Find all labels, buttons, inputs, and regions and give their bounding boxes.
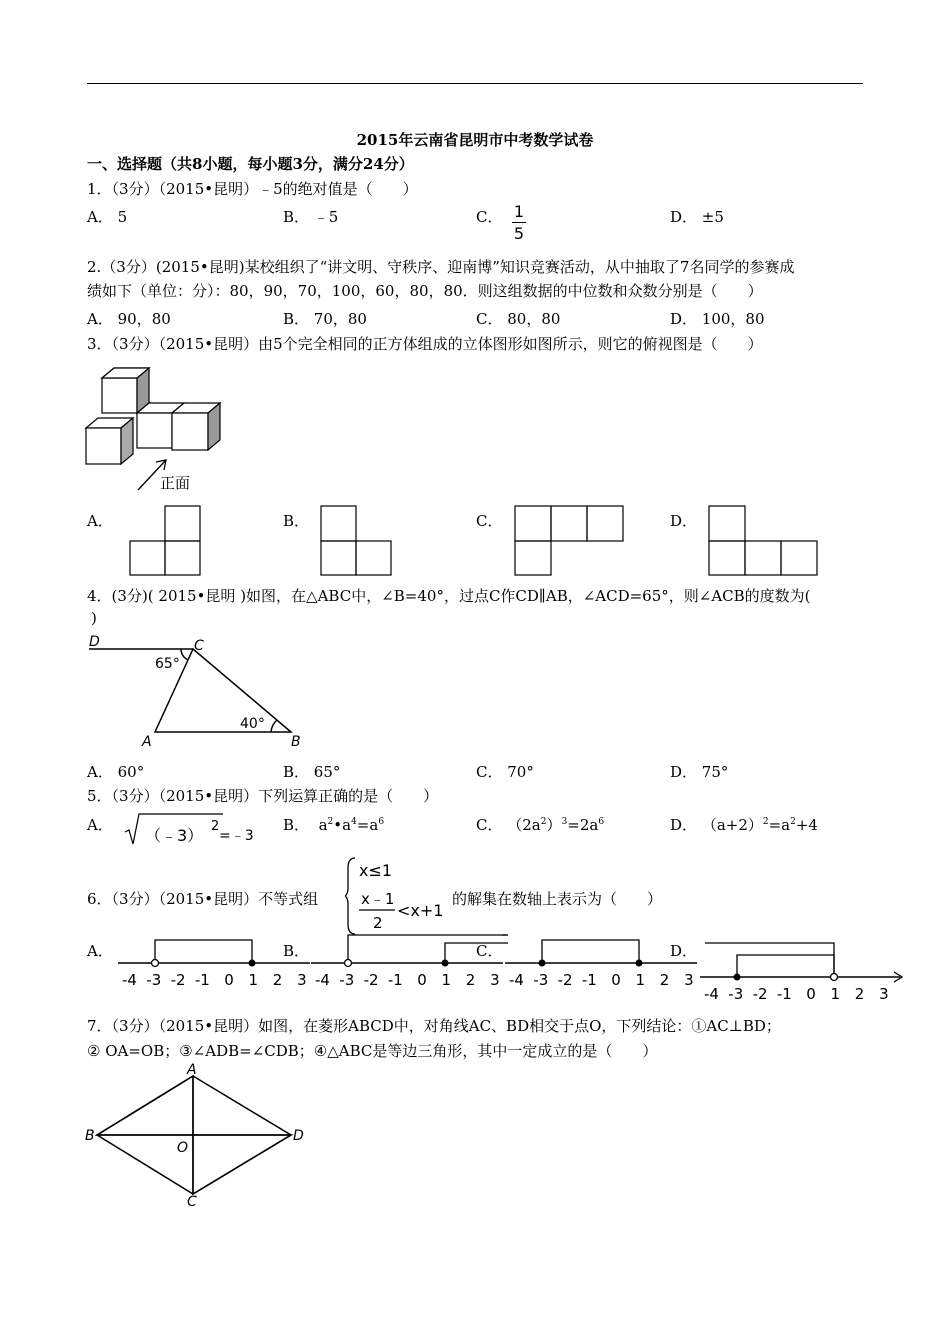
tick-label: -1 <box>581 971 597 989</box>
q1-option-d: D． ±5 <box>670 208 724 226</box>
q6-option-c-numberline <box>502 930 702 990</box>
svg-text:=﹣3: =﹣3 <box>219 828 254 844</box>
q1-option-c: C． <box>476 208 503 226</box>
tick-label: -4 <box>122 971 137 989</box>
q3-option-c-figure <box>513 504 625 576</box>
closed-point <box>539 960 546 967</box>
tick-label: 3 <box>297 971 307 989</box>
system-numerator: x﹣1 <box>361 890 395 908</box>
fraction-denominator: 5 <box>513 224 525 243</box>
open-point <box>831 974 838 981</box>
q6-inequality-system <box>345 856 455 936</box>
q2-line1: 2.（3分）(2015•昆明)某校组织了“讲文明、守秩序、迎南博”知识竞赛活动，从中抽取了7名同学的参赛成 <box>87 258 795 276</box>
q2-line2: 绩如下（单位：分）：80，90，70，100，60，80，80．则这组数据的中位数和众数分别是（ ） <box>87 282 763 300</box>
tick-label: 0 <box>417 971 427 989</box>
q6-option-a-numberline <box>115 930 315 990</box>
q5-option-b: B． $a^2•a^4=a^6$ <box>283 816 385 834</box>
page-title: 2015年云南省昆明市中考数学试卷 <box>356 131 594 149</box>
tick-label: 3 <box>879 985 889 1000</box>
q3-option-a-figure <box>128 504 203 576</box>
system-denominator: 2 <box>373 914 383 932</box>
svg-text:（﹣3）: （﹣3） <box>145 826 204 845</box>
q6-stem-post: 的解集在数轴上表示为（ ） <box>452 890 663 908</box>
tick-label: -3 <box>533 971 549 989</box>
tick-label: -3 <box>339 971 355 989</box>
tick-label: 3 <box>684 971 694 989</box>
tick-label: 0 <box>224 971 234 989</box>
closed-point <box>734 974 741 981</box>
q4-option-c: C． 70° <box>476 763 534 781</box>
tick-label: 1 <box>635 971 646 989</box>
q6-option-c: C． <box>476 942 503 960</box>
q1-option-a: A． 5 <box>87 208 128 226</box>
q6-option-a: A． <box>87 942 113 960</box>
tick-label: 2 <box>272 971 283 989</box>
q5-option-d: D． $(a+2)^2=a^2+4$ <box>670 816 818 834</box>
tick-label: -2 <box>170 971 186 989</box>
q3-option-a: A． <box>87 512 113 530</box>
open-point <box>345 960 352 967</box>
tick-label: -1 <box>194 971 210 989</box>
q2-option-b: B． 70，80 <box>283 310 367 328</box>
q4-option-a: A． 60° <box>87 763 145 781</box>
q4-option-b: B． 65° <box>283 763 341 781</box>
q1-stem: 1．（3分）（2015•昆明）﹣5的绝对值是（ ） <box>87 180 418 198</box>
tick-label: 3 <box>490 971 500 989</box>
q2-option-a: A． 90，80 <box>87 310 171 328</box>
closed-point <box>442 960 449 967</box>
tick-label: 0 <box>611 971 621 989</box>
q6-option-d-numberline <box>697 935 912 1000</box>
tick-label: -3 <box>728 985 744 1000</box>
q3-option-b-figure <box>319 504 394 576</box>
q1-option-b: B． ﹣5 <box>283 208 339 226</box>
q3-option-b: B． <box>283 512 310 530</box>
q4-line1: 4．(3分)( 2015•昆明 )如图，在△ABC中，∠B=40°，过点C作CD∥AB，∠ACD=65°，则∠ACB的度数为( <box>87 587 811 605</box>
q6-option-b: B． <box>283 942 310 960</box>
q7-line1: 7．（3分）（2015•昆明）如图，在菱形ABCD中，对角线AC、BD相交于点O，下列结论：①AC⊥BD； <box>87 1017 781 1035</box>
q3-option-d: D． <box>670 512 698 530</box>
front-label: 正面 <box>160 474 191 492</box>
label-b: B <box>291 734 301 750</box>
closed-point <box>249 960 256 967</box>
label-c: C <box>187 1194 197 1208</box>
q6-option-b-numberline <box>308 930 508 990</box>
tick-label: -1 <box>776 985 792 1000</box>
label-a: A <box>187 1062 197 1078</box>
open-point <box>152 960 159 967</box>
closed-point <box>636 960 643 967</box>
tick-label: -4 <box>315 971 330 989</box>
q5-option-a: A． <box>87 816 113 834</box>
q4-triangle-figure <box>85 632 310 750</box>
header-rule <box>87 83 863 84</box>
tick-label: 2 <box>854 985 865 1000</box>
q5-stem: 5．（3分）（2015•昆明）下列运算正确的是（ ） <box>87 787 439 805</box>
tick-label: -2 <box>557 971 573 989</box>
q7-line2: ② OA=OB；③∠ADB=∠CDB；④△ABC是等边三角形，其中一定成立的是（ ） <box>87 1042 658 1060</box>
label-a: A <box>142 734 152 750</box>
tick-label: 2 <box>465 971 476 989</box>
tick-label: 1 <box>441 971 452 989</box>
tick-label: 2 <box>659 971 670 989</box>
q7-rhombus-figure <box>83 1060 313 1208</box>
tick-label: 0 <box>806 985 816 1000</box>
label-d: D <box>89 634 100 650</box>
tick-label: -2 <box>752 985 768 1000</box>
system-rhs: <x+1 <box>397 901 444 920</box>
q6-stem-pre: 6．（3分）（2015•昆明）不等式组 <box>87 890 319 908</box>
tick-label: -3 <box>146 971 162 989</box>
q2-option-d: D． 100，80 <box>670 310 765 328</box>
q4-option-d: D． 75° <box>670 763 729 781</box>
tick-label: 1 <box>248 971 259 989</box>
q6-option-d: D． <box>670 942 698 960</box>
angle-40-label: 40° <box>240 716 265 732</box>
q3-option-c: C． <box>476 512 503 530</box>
label-c: C <box>194 638 204 654</box>
label-d: D <box>293 1128 304 1144</box>
q5-option-a-expr <box>123 810 263 850</box>
angle-65-label: 65° <box>155 656 180 672</box>
fraction-numerator: 1 <box>513 202 525 221</box>
svg-text:2: 2 <box>211 819 220 834</box>
label-o: O <box>177 1140 189 1156</box>
q3-option-d-figure <box>707 504 819 576</box>
tick-label: -2 <box>363 971 379 989</box>
q4-line2: ) <box>91 609 97 627</box>
q3-cubes-figure <box>80 360 240 495</box>
q5-option-c: C． $(2a^2)^3=2a^6$ <box>476 816 605 834</box>
tick-label: -1 <box>387 971 403 989</box>
tick-label: -4 <box>704 985 719 1000</box>
section-heading: 一、选择题（共8小题，每小题3分，满分24分） <box>87 155 414 173</box>
q2-option-c: C． 80，80 <box>476 310 561 328</box>
tick-label: -4 <box>509 971 524 989</box>
q3-stem: 3．（3分）（2015•昆明）由5个完全相同的正方体组成的立体图形如图所示，则它的俯视图是（ ） <box>87 335 763 353</box>
system-line1: x≤1 <box>359 861 393 880</box>
q1-option-c-fraction <box>512 202 526 243</box>
label-b: B <box>85 1128 95 1144</box>
tick-label: 1 <box>830 985 841 1000</box>
